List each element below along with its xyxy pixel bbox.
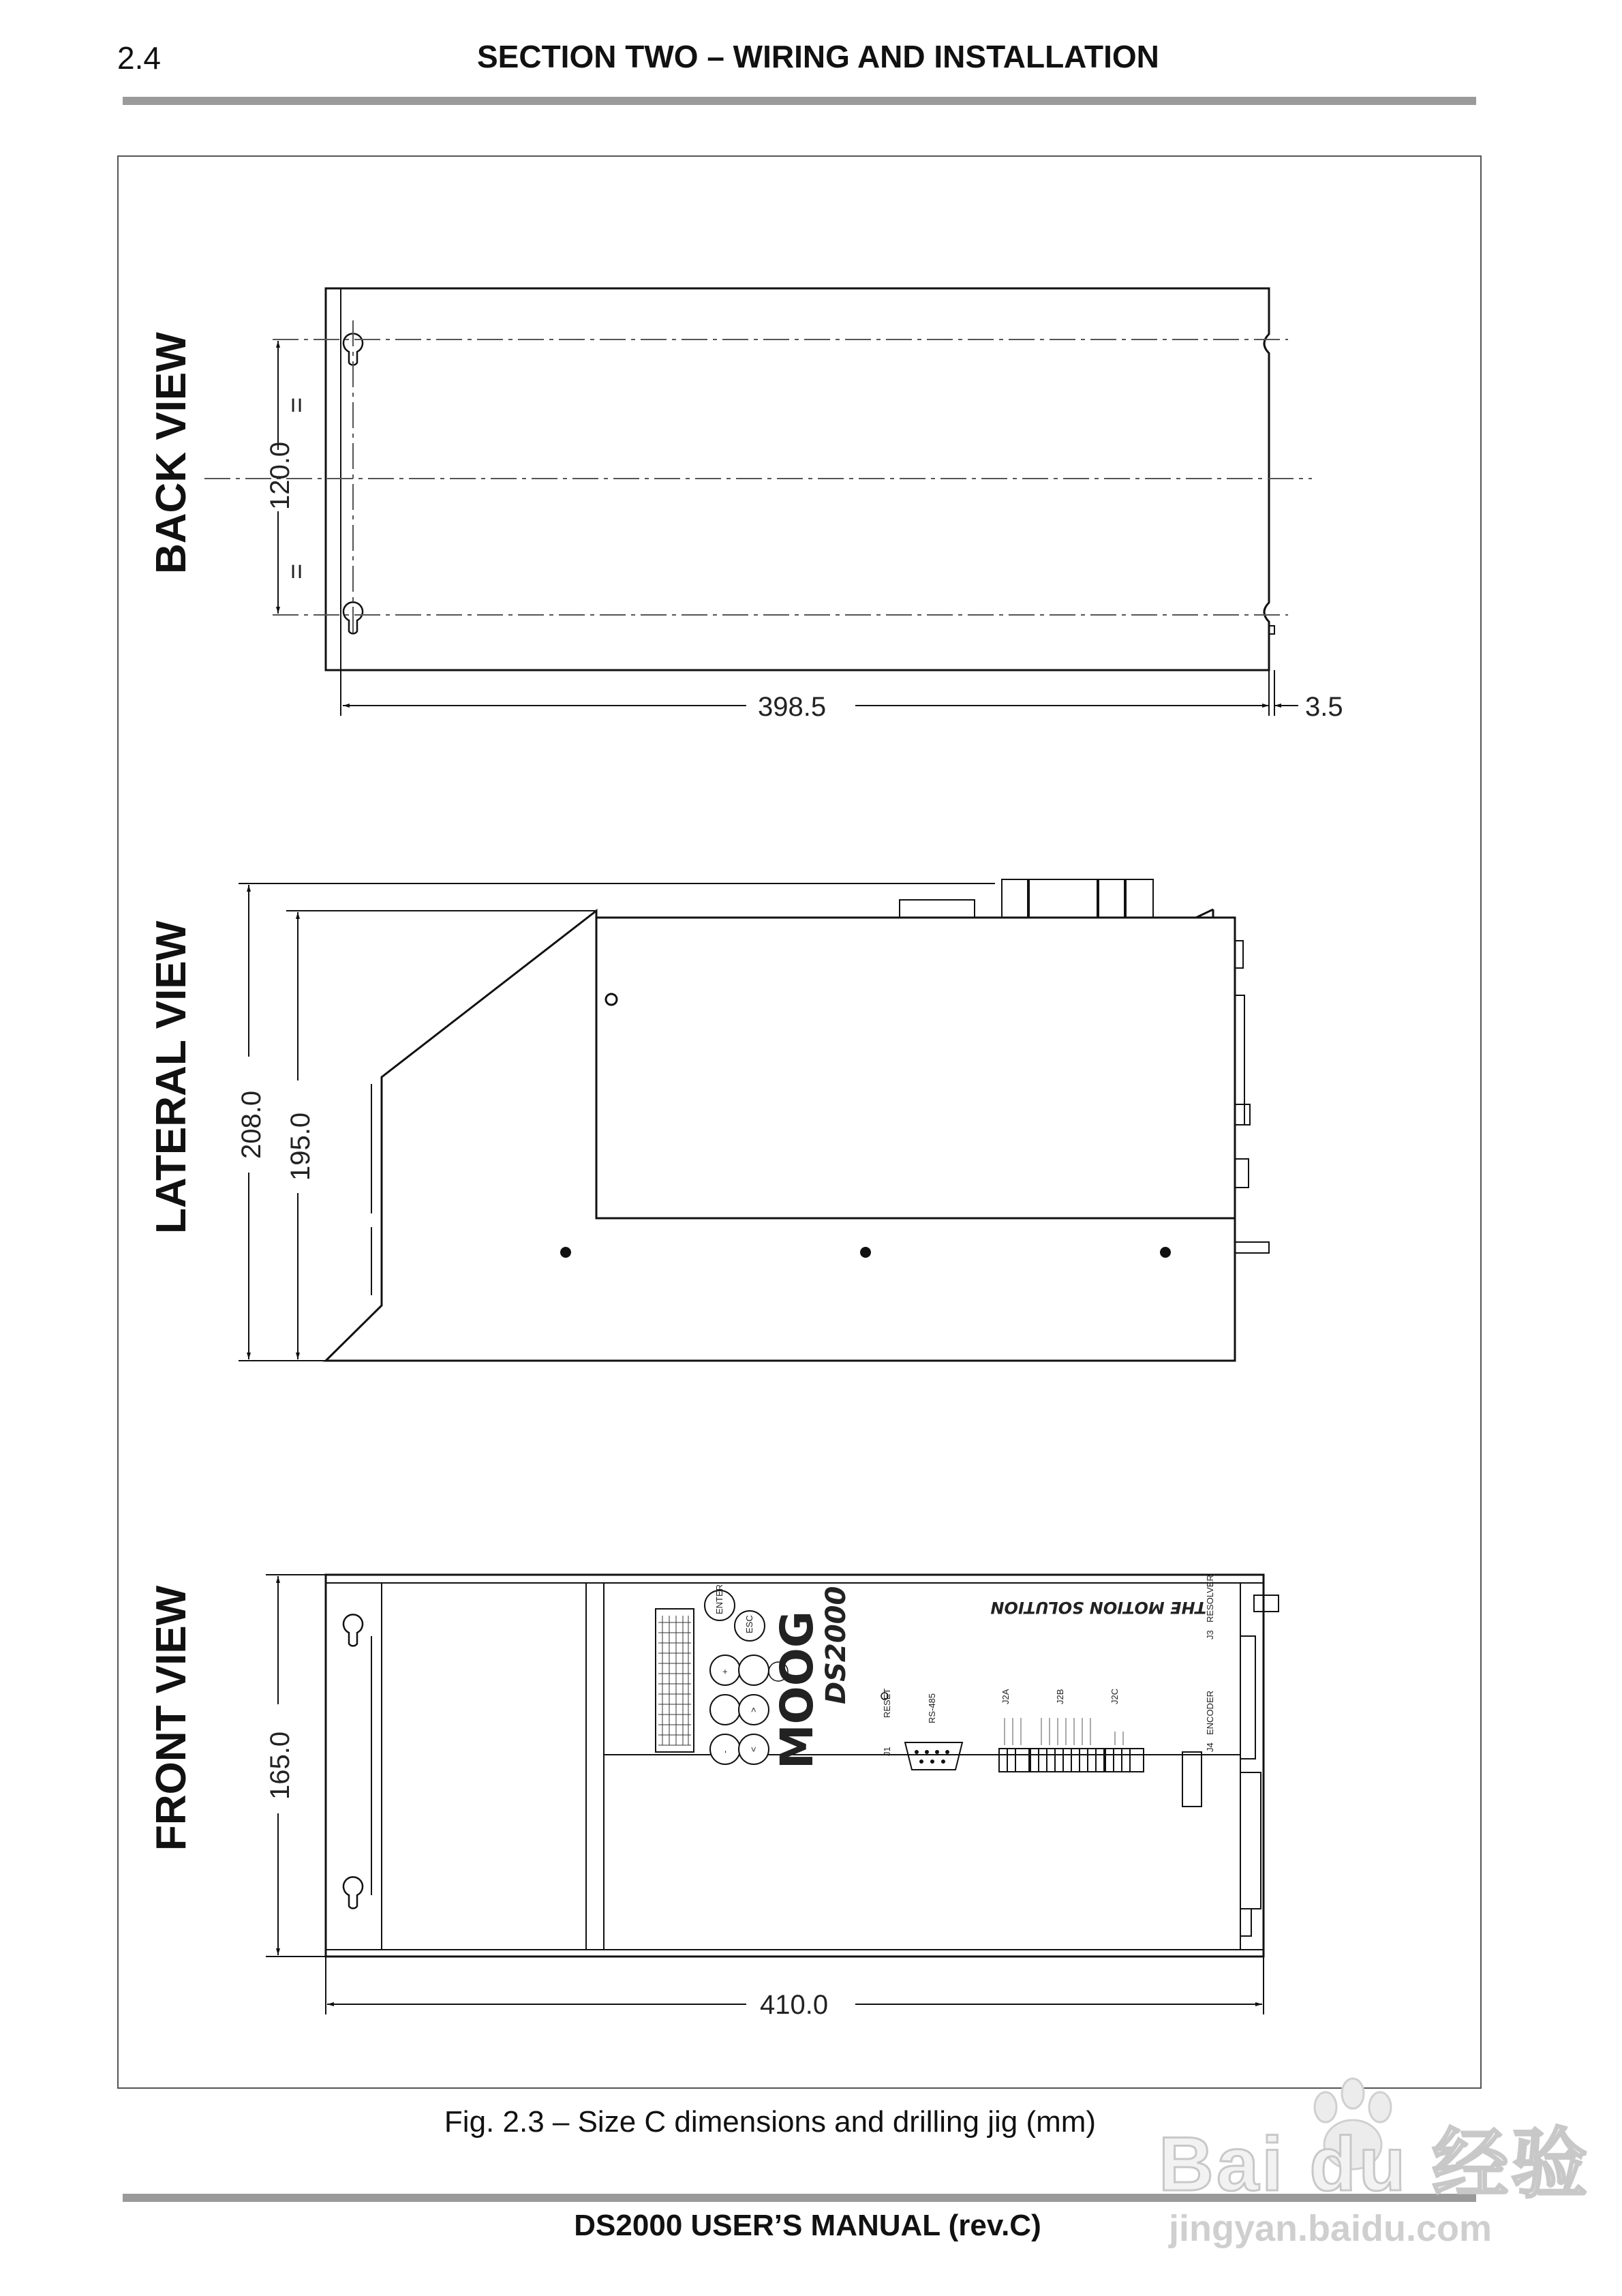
j2c-label: J2C [1110, 1688, 1120, 1704]
key-plus: + [720, 1669, 730, 1674]
j2-pin-labels [1005, 1718, 1123, 1745]
lateral-view [148, 879, 1269, 1361]
dim-back-length: 398.5 [758, 692, 827, 722]
dim-front-length: 410.0 [760, 1990, 829, 2020]
dim-back-offset: 3.5 [1305, 692, 1343, 722]
section-title: SECTION TWO – WIRING AND INSTALLATION [477, 39, 1159, 74]
moog-logo: MOOG [771, 1610, 823, 1769]
reset-label: RESET [882, 1688, 892, 1718]
key-enter: ENTER [714, 1584, 724, 1614]
j1-label: J1 [882, 1747, 892, 1756]
encoder-label: ENCODER [1205, 1690, 1215, 1735]
lateral-view-label: LATERAL VIEW [148, 920, 195, 1234]
front-view-label: FRONT VIEW [148, 1585, 195, 1851]
back-view-label: BACK VIEW [148, 332, 195, 574]
resolver-label: RESOLVER [1205, 1575, 1215, 1622]
dim-back-equal-bottom: = [281, 563, 311, 579]
figure-caption-text: Fig. 2.3 – Size C dimensions and drilling jig (mm) [444, 2105, 1097, 2139]
ds2000-logo: DS2000 [821, 1586, 852, 1704]
key-right: > [748, 1707, 759, 1712]
key-esc: ESC [744, 1615, 754, 1633]
key-left: < [748, 1747, 759, 1752]
rs485-label: RS-485 [927, 1693, 937, 1723]
dim-lateral-body-height: 195.0 [286, 1112, 316, 1181]
dim-lateral-total-height: 208.0 [236, 1090, 266, 1159]
j2-terminal-blocks [999, 1749, 1144, 1772]
j1-connector [905, 1742, 962, 1770]
j2a-label: J2A [1000, 1689, 1011, 1704]
dim-front-height: 165.0 [265, 1731, 295, 1800]
j3-label: J3 [1205, 1630, 1215, 1640]
j2b-label: J2B [1055, 1689, 1065, 1704]
dim-back-equal-top: = [281, 397, 311, 413]
slogan: THE MOTION SOLUTION [990, 1598, 1206, 1617]
page-number: 2.4 [117, 40, 161, 76]
key-minus: - [720, 1750, 730, 1753]
j4-label: J4 [1205, 1742, 1215, 1752]
front-view [148, 1575, 1279, 2020]
back-view [148, 288, 1343, 722]
footer-title-text: DS2000 USER’S MANUAL (rev.C) [574, 2209, 1041, 2242]
watermark-brand: Bai du 经验 [1159, 2121, 1591, 2207]
watermark-url: jingyan.baidu.com [1169, 2208, 1493, 2249]
dim-back-height: 120.0 [265, 441, 295, 510]
